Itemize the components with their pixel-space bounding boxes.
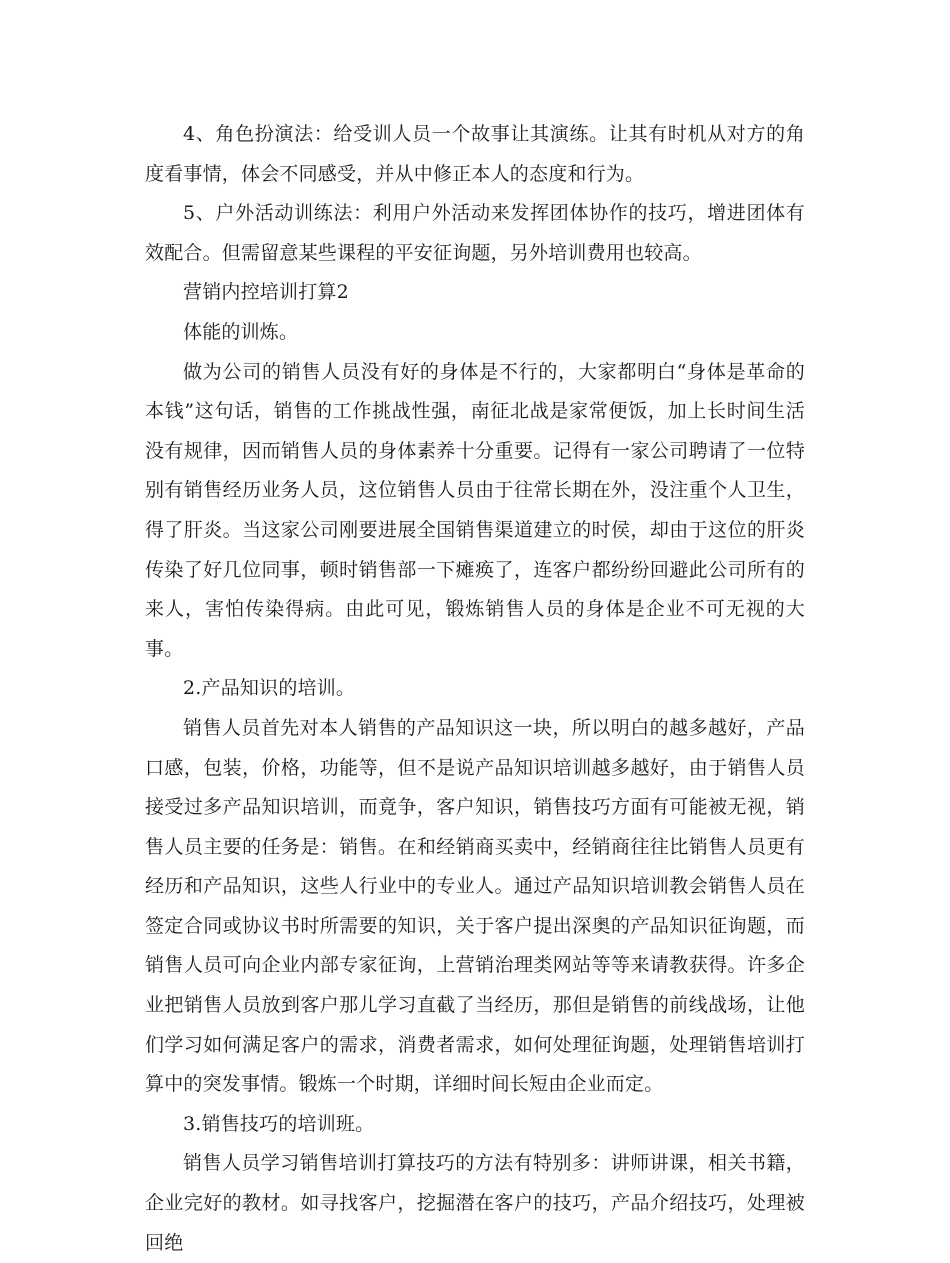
paragraph-physical-training: 做为公司的销售人员没有好的身体是不行的，大家都明白“身体是革命的本钱”这句话，销售的工作挑战性强，南征北战是家常便饭，加上长时间生活没有规律，因而销售人员的身体素养十分重要。记得有一家公司聘请了一位特别有销售经历业务人员，这位销售人员由于往常长期在外，没注重个人卫生，得了肝炎。当这家公司刚要进展全国销售渠道建立的时侯，却由于这位的肝炎传染了好几位同事，顿时销售部一下瘫痪了，连客户都纷纷回避此公司所有的来人，害怕传染得病。由此可见，锻炼销售人员的身体是企业不可无视的大事。 xyxy=(145,360,805,660)
paragraph-sales-skills-title: 3.销售技巧的培训班。 xyxy=(183,1112,375,1135)
paragraph-outdoor-training: 5、户外活动训练法：利用户外活动来发挥团体协作的技巧，增进团体有效配合。但需留意某些课程的平安征询题，另外培训费用也较高。 xyxy=(145,202,805,264)
paragraph-sales-skills: 销售人员学习销售培训打算技巧的方法有特别多：讲师讲课，相关书籍，企业完好的教材。如寻找客户，挖掘潜在客户的技巧，产品介绍技巧，处理被回绝 xyxy=(145,1152,805,1254)
paragraph-physical-training-title: 体能的训炼。 xyxy=(183,320,299,343)
document-body xyxy=(145,115,805,1263)
paragraph-product-knowledge-title: 2.产品知识的培训。 xyxy=(183,677,356,700)
section-heading-plan-2: 营销内控培训打算2 xyxy=(183,281,349,304)
paragraph-role-play: 4、角色扮演法：给受训人员一个故事让其演练。让其有时机从对方的角度看事情，体会不同感受，并从中修正本人的态度和行为。 xyxy=(145,123,805,185)
paragraph-product-knowledge: 销售人员首先对本人销售的产品知识这一块，所以明白的越多越好，产品口感，包装，价格，功能等，但不是说产品知识培训越多越好，由于销售人员接受过多产品知识培训，而竟争，客户知识，销售技巧方面有可能被无视，销售人员主要的任务是：销售。在和经销商买卖中，经销商往往比销售人员更有经历和产品知识，这些人行业中的专业人。通过产品知识培训教会销售人员在签定合同或协议书时所需要的知识，关于客户提出深奥的产品知识征询题，而销售人员可向企业内部专家征询，上营销治理类网站等等来请教获得。许多企业把销售人员放到客户那儿学习直截了当经历，那但是销售的前线战场，让他们学习如何满足客户的需求，消费者需求，如何处理征询题，处理销售培训打算中的突发事情。锻炼一个时期，详细时间长短由企业而定。 xyxy=(145,716,805,1096)
